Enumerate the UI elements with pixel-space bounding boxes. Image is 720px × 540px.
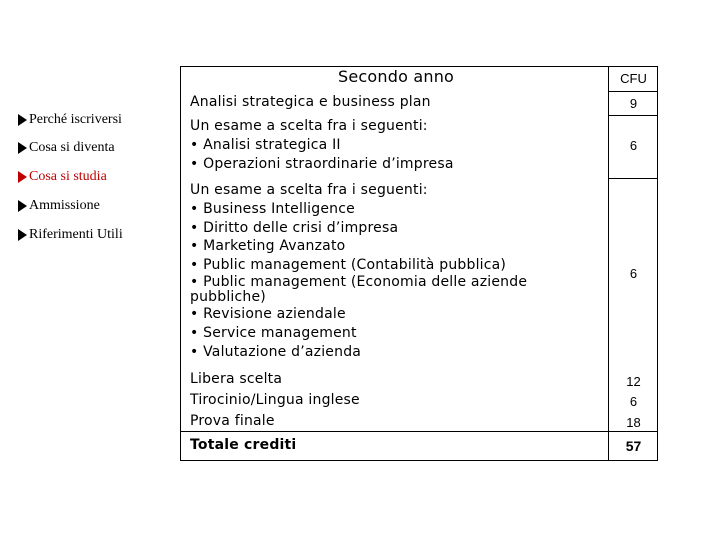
row-cfu: 9 — [629, 96, 638, 111]
arrow-bullet-icon — [18, 171, 27, 183]
arrow-bullet-icon — [18, 229, 27, 241]
header-title: Secondo anno — [338, 67, 455, 86]
row-course-options: Un esame a scelta fra i seguenti: • Analisi strategica II • Operazioni straordinarie d’impresa — [190, 118, 454, 172]
row-cfu: 6 — [629, 138, 638, 153]
row-divider — [608, 178, 657, 179]
row-course-title: Prova finale — [190, 413, 275, 429]
nav-item-perche-iscriversi[interactable]: Perché iscriversi — [18, 111, 123, 139]
arrow-bullet-icon — [18, 142, 27, 154]
nav-item-riferimenti-utili[interactable]: Riferimenti Utili — [18, 226, 123, 255]
total-label: Totale crediti — [190, 437, 297, 453]
row-cfu: 6 — [629, 266, 638, 281]
total-cfu: 57 — [625, 438, 642, 454]
arrow-bullet-icon — [18, 114, 27, 126]
row-divider — [608, 115, 657, 116]
row-course-title: Tirocinio/Lingua inglese — [190, 392, 360, 408]
row-course-title: Libera scelta — [190, 371, 283, 387]
nav-item-cosa-si-studia[interactable]: Cosa si studia — [18, 168, 123, 197]
header-divider — [608, 91, 657, 92]
arrow-bullet-icon — [18, 200, 27, 212]
row-course-options: Un esame a scelta fra i seguenti: • Business Intelligence • Diritto delle crisi d’impresa • Marketing Avanzato • Public management (Contabilità pubblica) • Public management (Economia delle aziende pubbliche) • Revisione aziendale • Service management • Valutazione d’azienda — [190, 182, 528, 360]
nav-item-cosa-si-diventa[interactable]: Cosa si diventa — [18, 139, 123, 168]
row-course-title: Analisi strategica e business plan — [190, 94, 431, 110]
total-divider — [181, 431, 657, 432]
sidebar-nav — [18, 111, 123, 255]
row-cfu: 12 — [626, 374, 641, 389]
header-cfu: CFU — [620, 71, 647, 86]
row-cfu: 6 — [629, 394, 638, 409]
nav-item-ammissione[interactable]: Ammissione — [18, 197, 123, 226]
curriculum-table — [180, 66, 658, 461]
row-cfu: 18 — [626, 415, 641, 430]
